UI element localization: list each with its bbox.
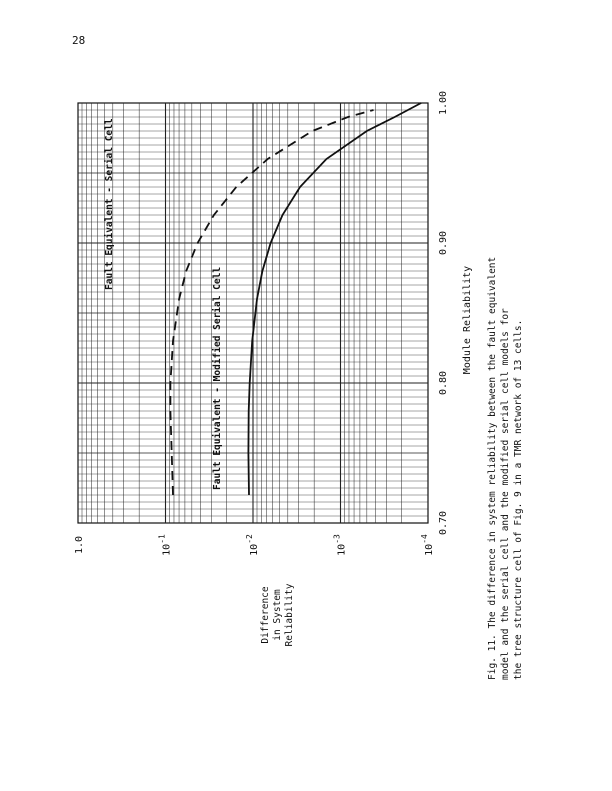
y-tick-label: $10^{-1}$: [157, 534, 173, 556]
caption-line: model and the serial cell and the modified serial cell models for: [500, 308, 511, 680]
y-tick-label: $10^{-3}$: [332, 534, 348, 556]
x-tick-label: 0.80: [438, 370, 449, 396]
caption-line: Fig. 11. The difference in system reliability between the fault equivalent: [487, 256, 498, 680]
series-label-1: Fault Equivalent - Modified Serial Cell: [212, 266, 223, 490]
y-axis-label-line: in System: [272, 589, 283, 641]
series-line-0: [170, 110, 373, 495]
y-tick-label: $10^{-4}$: [420, 534, 435, 556]
caption-line: the tree structure cell of Fig. 9 in a TMR network of 13 cells.: [513, 319, 524, 680]
x-tick-labels: [438, 91, 449, 535]
series-labels: [104, 118, 223, 490]
y-axis-label-line: Reliability: [284, 583, 295, 647]
y-tick-label: $10^{-2}$: [245, 534, 260, 556]
x-tick-label: 0.90: [438, 230, 449, 256]
series-label-0: Fault Equivalent - Serial Cell: [104, 118, 115, 290]
figure-caption: [487, 257, 524, 680]
y-tick-labels: [74, 534, 435, 556]
page-number: 28: [72, 34, 86, 47]
x-axis-label: Module Reliability: [462, 265, 473, 375]
gridlines: [78, 103, 428, 523]
y-tick-label: 1.0: [74, 535, 85, 555]
x-tick-label: 0.70: [438, 510, 449, 536]
y-axis-label-line: Difference: [260, 586, 271, 644]
y-axis-label: [258, 570, 298, 660]
x-tick-label: 1.00: [438, 90, 449, 116]
